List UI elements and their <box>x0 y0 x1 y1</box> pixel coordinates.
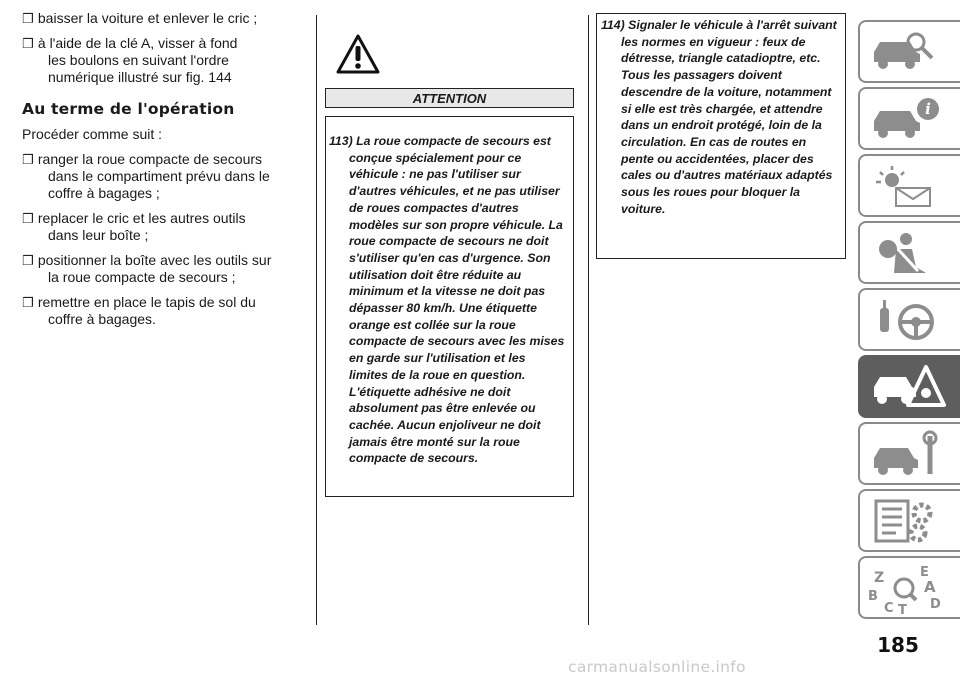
list-item <box>22 210 310 244</box>
list-item-text: positionner la boîte avec les outils sur <box>37 252 272 268</box>
list-item-text: remettre en place le tapis de sol du <box>37 294 256 310</box>
svg-text:D: D <box>930 597 941 612</box>
tab-airbag-seatbelt[interactable] <box>858 221 960 284</box>
warning-triangle-icon <box>336 34 380 74</box>
car-maintenance-icon <box>866 428 946 480</box>
tab-car-info[interactable] <box>858 87 960 150</box>
list-item <box>22 294 310 328</box>
svg-text:i: i <box>925 100 931 118</box>
list-item-text: à l'aide de la clé A, visser à fond <box>37 35 238 51</box>
list-item-text: replacer le cric et les autres outils <box>37 210 246 226</box>
key-steering-wheel-icon <box>866 294 946 346</box>
svg-text:B: B <box>868 589 878 604</box>
left-column <box>22 10 310 336</box>
list-item <box>22 252 310 286</box>
checkbox-bullet-icon: ❒ <box>22 36 34 51</box>
technical-data-icon <box>866 495 946 547</box>
attention-header: ATTENTION <box>325 88 574 108</box>
list-item <box>22 10 310 27</box>
intro-text: Procéder comme suit : <box>22 126 163 142</box>
list-item-continuation: les boulons en suivant l'ordre numérique illustré sur fig. 144 <box>48 52 232 85</box>
list-item-continuation: dans leur boîte ; <box>48 227 149 243</box>
svg-text:A: A <box>924 578 936 596</box>
car-info-icon <box>866 93 946 145</box>
svg-text:Z: Z <box>874 570 885 586</box>
svg-text:E: E <box>920 565 929 580</box>
column-divider <box>588 15 589 625</box>
list-item <box>22 35 310 86</box>
checkbox-bullet-icon: ❒ <box>22 295 34 310</box>
checkbox-bullet-icon: ❒ <box>22 253 34 268</box>
warning-lights-icon <box>866 160 946 212</box>
list-item-continuation: coffre à bagages. <box>48 311 156 327</box>
checkbox-bullet-icon: ❒ <box>22 152 34 167</box>
attention-note-box <box>325 116 574 497</box>
attention-note-box <box>596 13 846 259</box>
note-114: 114) Signaler le véhicule à l'arrêt suivant les normes en vigueur : feux de détresse, triangle catadioptre, etc. Tous les passagers doivent descendre de la voiture, notamment si elle est très chargée, et attendre dans un endroit protégé, loin de la circulation. En cas de routes en pente ou accidentées, placer des cales ou d'autres matériaux adaptés sous les roues pour bloquer la voiture. <box>601 18 837 216</box>
svg-text:C: C <box>884 601 894 614</box>
tab-car-maintenance[interactable] <box>858 422 960 485</box>
tab-index[interactable] <box>858 556 960 619</box>
car-search-icon <box>866 26 946 78</box>
list-item-continuation: la roue compacte de secours ; <box>48 269 236 285</box>
tab-car-emergency[interactable] <box>858 355 960 418</box>
list-item-text: baisser la voiture et enlever le cric ; <box>37 10 258 26</box>
checkbox-bullet-icon: ❒ <box>22 211 34 226</box>
checkbox-bullet-icon: ❒ <box>22 11 34 26</box>
list-item-continuation: dans le compartiment prévu dans le coffre à bagages ; <box>48 168 270 201</box>
note-113: 113) La roue compacte de secours est conçue spécialement pour ce véhicule : ne pas l'utiliser sur d'autres véhicules, et ne pas utiliser de roues compactes d'autres modèles sur son propre véhicule. La roue compacte de secours ne doit s'utiliser qu'en cas d'urgence. Son utilisation doit être réduite au minimum et la vitesse ne doit pas dépasser 80 km/h. Une étiquette orange est collée sur la roue compacte de secours avec les mises en garde sur l'utilisation et les limites de la roue en question. L'étiquette adhésive ne doit absolument pas être enlevée ou cachée. Aucun enjoliveur ne doit jamais être monté sur la roue compacte de secours. <box>329 134 565 466</box>
list-item <box>22 151 310 202</box>
watermark: carmanualsonline.info <box>568 658 746 676</box>
car-emergency-icon <box>866 361 946 413</box>
index-icon <box>866 562 946 614</box>
tab-key-steering[interactable] <box>858 288 960 351</box>
page-number: 185 <box>877 633 919 657</box>
airbag-seatbelt-icon <box>866 227 946 279</box>
tab-warning-lights[interactable] <box>858 154 960 217</box>
svg-text:T: T <box>898 603 907 614</box>
column-divider <box>316 15 317 625</box>
list-item-text: ranger la roue compacte de secours <box>37 151 263 167</box>
tab-car-search[interactable] <box>858 20 960 83</box>
tab-technical-data[interactable] <box>858 489 960 552</box>
section-title: Au terme de l'opération <box>22 100 235 118</box>
